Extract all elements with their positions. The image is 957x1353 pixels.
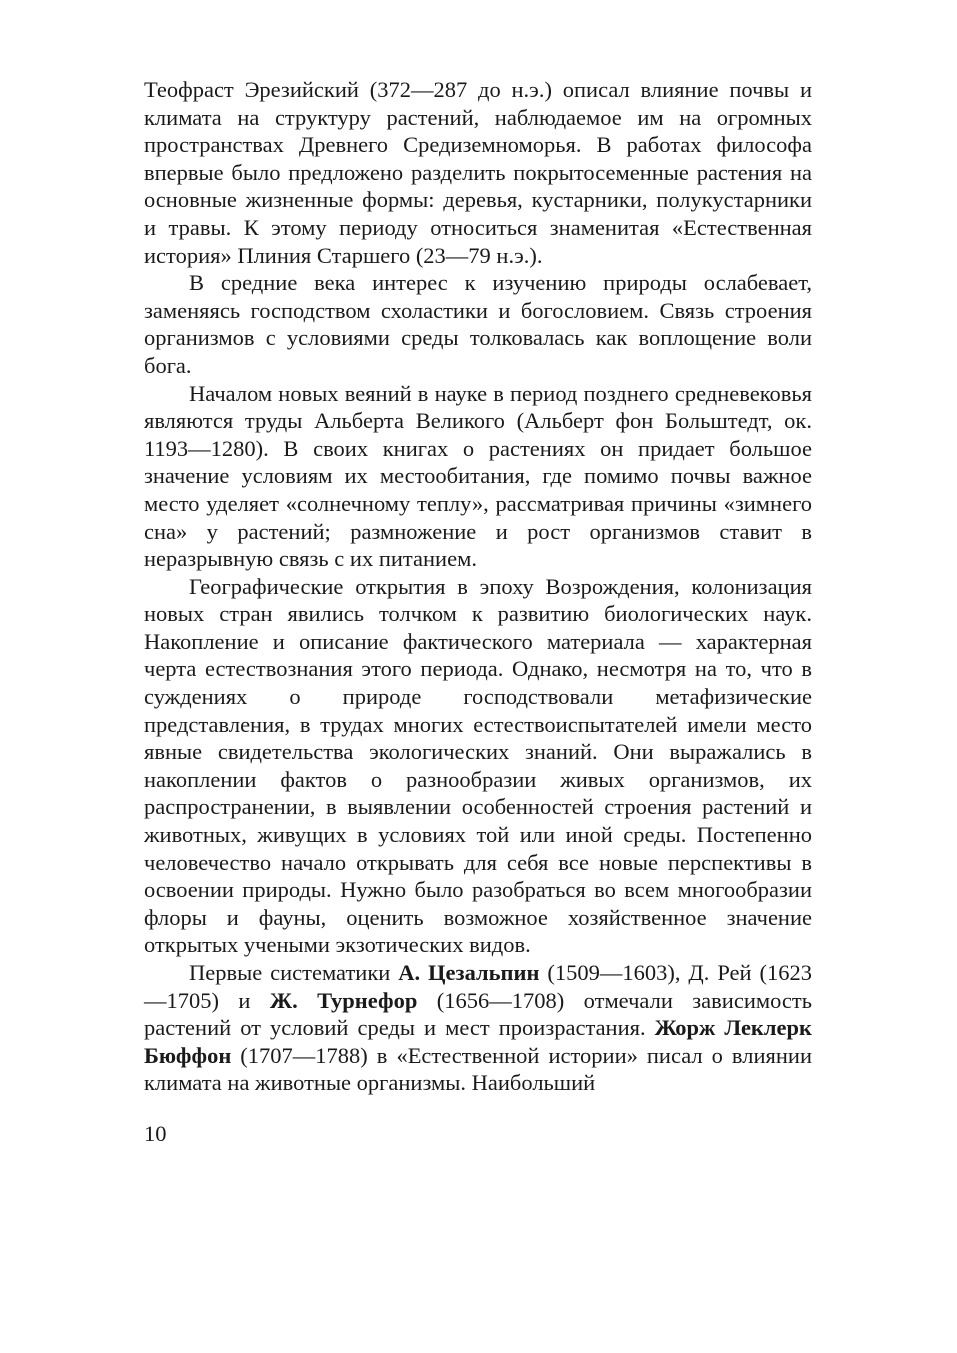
- page-body: [144, 76, 812, 1097]
- text-segment: Первые систематики: [189, 960, 399, 985]
- name-cesalpino: А. Цезальпин: [398, 960, 540, 985]
- page-number: 10: [144, 1121, 167, 1146]
- name-tournefort: Ж. Турнефор: [269, 987, 418, 1013]
- paragraph-renaissance: Географические открытия в эпоху Возрождения, колонизация новых стран явились толчком к развитию биологических наук. Накопление и описание фактического материала — характерная черта естествознания этого периода. Однако, несмотря на то, что в суждениях о природе господствовали метафизические представления, в трудах многих естествоиспытателей имели место явные свидетельства экологических знаний. Они выражались в накоплении фактов о разнообразии живых организмов, их распространении, в выявлении особенностей строения растений и животных, живущих в условиях той или иной среды. Постепенно человечество начало открывать для себя все новые перспективы в освоении природы. Нужно было разобраться во всем многообразии флоры и фауны, оценить возможное хозяйственное значение открытых учеными экзотических видов.: [144, 573, 812, 958]
- paragraph-theophrastus: Теофраст Эрезийский (372—287 до н.э.) описал влияние почвы и климата на структуру растений, наблюдаемое им на огромных пространствах Древнего Средиземноморья. В работах философа впервые было предложено разделить покрытосеменные растения на основные жизненные формы: деревья, кустарники, полукустарники и травы. К этому периоду относиться знаменитая «Естественная история» Плиния Старшего (23—79 н.э.).: [144, 77, 812, 268]
- text-segment: (1656—1708) отмечали зависимость растений от условий среды и мест произрастания.: [144, 987, 812, 1041]
- paragraph-middle-ages: В средние века интерес к изучению природы ослабевает, заменяясь господством схоластики и богословием. Связь строения организмов с условиями среды толковалась как воплощение воли бога.: [144, 270, 812, 378]
- paragraph-systematists: [144, 959, 812, 1097]
- text-segment: (1509—1603), Д. Рей (1623—1705) и: [144, 960, 812, 1013]
- name-buffon: Жорж Леклерк Бюффон: [144, 1015, 812, 1068]
- text-segment: (1707—1788) в «Естественной истории» писал о влиянии климата на животные организмы. Наибольший: [144, 1042, 812, 1096]
- paragraph-albert-magnus: Началом новых веяний в науке в период позднего средневековья являются труды Альберта Великого (Альберт фон Больштедт, ок. 1193—1280). В своих книгах о растениях он придает большое значение условиям их местообитания, где помимо почвы важное место уделяет «солнечному теплу», рассматривая причины «зимнего сна» у растений; размножение и рост организмов ставит в неразрывную связь с их питанием.: [144, 380, 812, 572]
